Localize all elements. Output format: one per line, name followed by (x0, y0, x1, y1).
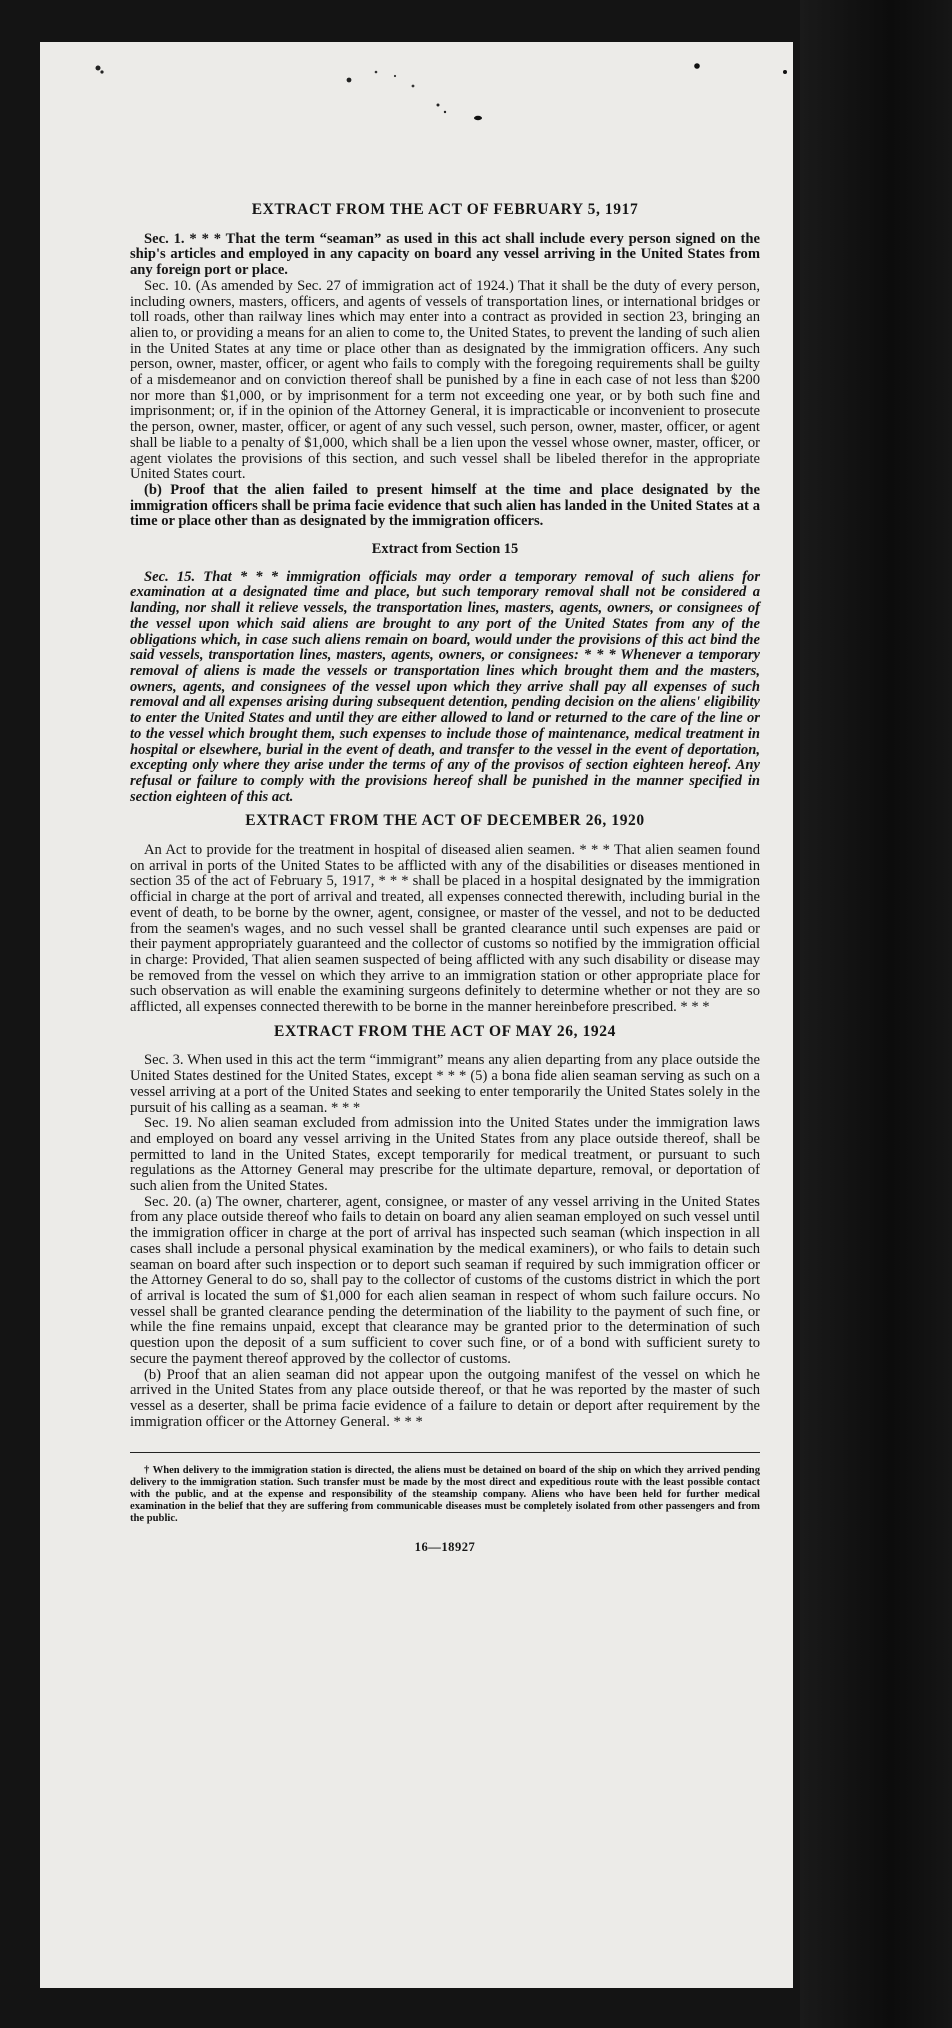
paragraph-sec-10: Sec. 10. (As amended by Sec. 27 of immigration act of 1924.) That it shall be the duty of every person, including owners, masters, officers, and agents of vessels of transportation lines, or international bridges or toll roads, other than railway lines which may enter into a contract as provided in section 23, bringing an alien to, or providing a means for an alien to come to, the United States, to prevent the landing of such alien in the United States at any time or place other than as designated by the immigration officers. Any such person, owner, master, officer, or agent who fails to comply with the foregoing requirements shall be guilty of a misdemeanor and on conviction thereof shall be punished by a fine in each case of not less than $200 nor more than $1,000, or by imprisonment for a term not exceeding one year, or by both such fine and imprisonment; or, if in the opinion of the Attorney General, it is impracticable or inconvenient to prosecute the person, owner, master, officer, or agent of any such vessel, such person, owner, master, officer, or agent shall be liable to a penalty of $1,000, which shall be a lien upon the vessel whose owner, master, officer, or agent violates the provisions of this section, and such vessel shall be libeled therefor in the appropriate United States court. (130, 277, 760, 483)
subheading-section-15: Extract from Section 15 (371, 541, 519, 558)
document-page (40, 42, 793, 1988)
paragraph-sec-1: Sec. 1. * * * That the term “seaman” as used in this act shall include every person signed on the ship's articles and employed in any capacity on board any vessel arriving in the United States from any foreign port or place. (130, 230, 760, 279)
footnote-divider (130, 1452, 760, 1453)
scan-specks (40, 42, 793, 182)
form-number: 16—18927 (414, 1540, 476, 1555)
paragraph-sec-15: Sec. 15. That * * * immigration officials may order a temporary removal of such aliens for examination at a designated time and place, but such temporary removal shall not be considered a landing, nor shall it relieve vessels, the transportation lines, masters, agents, owners, or consignees of the vessel upon which said aliens are brought to any port of the United States from any of the obligations which, in case such aliens remain on board, would under the provisions of this act bind the said vessels, transportation lines, masters, agents, owners, or consignees: * * * Whenever a temporary removal of aliens is made the vessels or transportation lines which brought them and the masters, owners, agents, and consignees of the vessel upon which they arrive shall pay all expenses of such removal and all expenses arising during subsequent detention, pending decision on the aliens' eligibility to enter the United States and until they are either allowed to land or returned to the care of the line or to the vessel which brought them, such expenses to include those of maintenance, medical treatment in hospital or elsewhere, burial in the event of death, and transfer to the vessel in the event of deportation, excepting only where they arise under the terms of any of the provisos of section eighteen hereof. Any refusal or failure to comply with the provisions hereof shall be punished in the manner specified in section eighteen of this act. (130, 568, 760, 805)
paragraph-sec-20-b: (b) Proof that an alien seaman did not appear upon the outgoing manifest of the vessel on which he arrived in the United States from any place outside thereof, or that he was reported by the master of such vessel as a deserter, shall be prima facie evidence of a failure to detain or deport after requirement by the immigration officer or the Attorney General. * * * (130, 1366, 760, 1430)
footnote-text: † When delivery to the immigration station is directed, the aliens must be detained on board of the ship on which they arrived pending delivery to the immigration station. Such transfer must be made by the most direct and expeditious route with the least possible contact with the public, and at the expense and responsibility of the steamship company. Aliens who have been held for further medical examination in the belief that they are suffering from communicable diseases must be completely isolated from other passengers and from the public. (130, 1465, 760, 1524)
footnote (130, 1465, 760, 1524)
section-heading-1917: EXTRACT FROM THE ACT OF FEBRUARY 5, 1917 (251, 201, 639, 218)
section-heading-1920: EXTRACT FROM THE ACT OF DECEMBER 26, 1920 (245, 812, 645, 830)
paragraph-sec-10-b: (b) Proof that the alien failed to present himself at the time and place designated by the immigration officers shall be prima facie evidence that such alien has landed in the United States at a time or place other than as designated by the immigration officers. (130, 481, 760, 530)
paragraph-act-1920: An Act to provide for the treatment in hospital of diseased alien seamen. * * * That alien seamen found on arrival in ports of the United States to be afflicted with any of the disabilities or diseases mentioned in section 35 of the act of February 5, 1917, * * * shall be placed in a hospital designated by the immigration official in charge at the port of arrival and treated, all expenses connected therewith, including burial in the event of death, to be borne by the owner, agent, consignee, or master of the vessel, and not to be deducted from the seamen's wages, and no such vessel shall be granted clearance until such expenses are paid or their payment appropriately guaranteed and the collector of customs so notified by the immigration official in charge: Provided, That alien seamen suspected of being afflicted with any such disability or disease may be removed from the vessel on which they arrive to an immigration station or other appropriate place for such observation as will enable the examining surgeons definitely to determine whether or not they are so afflicted, all expenses connected therewith to be borne in the manner hereinbefore prescribed. * * * (130, 842, 760, 1016)
paragraph-sec-19: Sec. 19. No alien seaman excluded from admission into the United States under the immigration laws and employed on board any vessel arriving in the United States from any place outside thereof, shall be permitted to land in the United States, except temporarily for medical treatment, or pursuant to such regulations as the Attorney General may prescribe for the ultimate departure, removal, or deportation of such alien from the United States. (130, 1115, 760, 1195)
paragraph-sec-20-a: Sec. 20. (a) The owner, charterer, agent, consignee, or master of any vessel arriving in the United States from any place outside thereof who fails to detain on board any alien seaman employed on such vessel until the immigration officer in charge at the port of arrival has inspected such seaman (which inspection in all cases shall include a personal physical examination by the medical examiners), or who fails to detain such seaman on board after such inspection or to deport such seaman if required by such immigration officer or the Attorney General to do so, shall pay to the collector of customs of the customs district in which the port of arrival is located the sum of $1,000 for each alien seaman in respect of whom such failure occurs. No vessel shall be granted clearance pending the determination of the liability to the payment of such fine, or while the fine remains unpaid, except that clearance may be granted prior to the determination of such question upon the deposit of a sum sufficient to cover such fine, or of a bond with sufficient surety to secure the payment thereof approved by the collector of customs. (130, 1193, 760, 1367)
section-heading-1924: EXTRACT FROM THE ACT OF MAY 26, 1924 (274, 1022, 616, 1040)
scanner-background (800, 0, 952, 2028)
paragraph-sec-3: Sec. 3. When used in this act the term “immigrant” means any alien departing from any place outside the United States destined for the United States, except * * * (5) a bona fide alien seaman serving as such on a vessel arriving at a port of the United States and seeking to enter temporarily the United States solely in the pursuit of his calling as a seaman. * * * (130, 1052, 760, 1116)
document-text (130, 202, 760, 1556)
